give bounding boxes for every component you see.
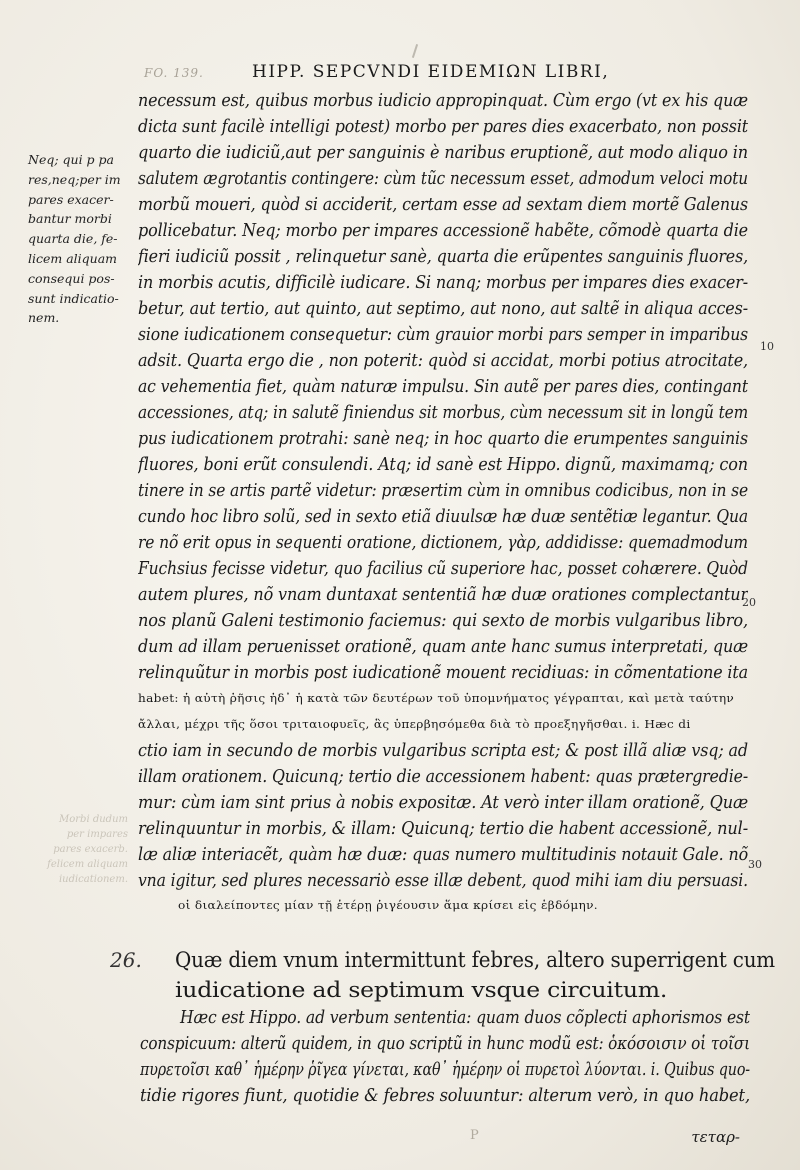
text-line: relinquuntur in morbis, & illam: Quicunq; tertio die habent accessionẽ, nul-	[138, 819, 748, 839]
folio-number: FO. 139.	[144, 66, 204, 80]
commentary-text	[140, 1005, 750, 1109]
text-line: dum ad illam peruenisset orationẽ, quam ante hanc sumus interpretati, quæ	[138, 637, 748, 657]
body-text	[138, 88, 748, 918]
text-line: pollicebatur. Neq; morbo per impares accessionẽ habẽte, cõmodè quarta die	[138, 221, 748, 241]
marginal-note-line: res,neq;per im	[28, 171, 121, 187]
marginal-note-line: pares exacer-	[28, 191, 114, 207]
bleed-through-text	[8, 812, 128, 887]
line-number-marker: 10	[760, 340, 774, 353]
text-line: nos planũ Galeni testimonio faciemus: qui sexto de morbis vulgaribus libro,	[138, 611, 748, 631]
text-line: pus iudicationem protrahi: sanè neq; in hoc quarto die erumpentes sanguinis	[138, 429, 748, 449]
text-line: fluores, boni erũt consulendi. Atq; id sanè est Hippo. dignũ, maximamq; con	[138, 455, 748, 475]
line-number-marker: 30	[748, 858, 762, 871]
marginal-note-line: Neq; qui p pa	[28, 152, 114, 167]
commentary-line: πυρετοῖσι καθ᾽ ἡμέρην ῥῖγεα γίνεται, καθ᾽ ἡμέρην οἱ πυρετοὶ λύονται. i. Quibus quo-	[140, 1060, 750, 1080]
gutter-mark	[412, 44, 418, 58]
commentary-line: conspicuum: alterũ quidem, in quo scriptũ in hunc modũ est: ὁκόσοισιν οἱ τοῖσι	[140, 1034, 750, 1054]
text-line: quarto die iudiciũ,aut per sanguinis è naribus eruptionẽ, aut modo aliquo in	[138, 143, 748, 163]
text-line: autem plures, nõ vnam duntaxat sententiã hæ duæ orationes complectantur	[138, 585, 748, 605]
marginal-note-line: quarta die, fe-	[28, 231, 118, 247]
bleed-line: pares exacerb.	[53, 844, 128, 855]
text-line: fieri iudiciũ possit , relinquetur sanè, quarta die erũpentes sanguinis fluores,	[138, 247, 748, 267]
catchword: τεταρ-	[691, 1128, 740, 1146]
text-line: mur: cùm iam sint prius à nobis expositæ. At verò inter illam orationẽ, Quæ	[138, 793, 748, 813]
aphorism-line: Quæ diem vnum intermittunt febres, altero superrigent cum	[175, 948, 775, 972]
text-line: dicta sunt facilè intelligi potest) morbo per pares dies exacerbato, non possit	[138, 117, 748, 137]
marginal-note-line: bantur morbi	[28, 211, 112, 227]
text-line: vna igitur, sed plures necessariò esse illæ debent, quod mihi iam diu persuasi.	[138, 871, 748, 891]
bleed-line: felicem aliquam	[47, 859, 128, 870]
aphorism-number: 26.	[110, 948, 142, 972]
bleed-line: per impares	[66, 829, 128, 840]
text-line: in morbis acutis, difficilè iudicare. Si nanq; morbus per impares dies exacer-	[138, 273, 748, 293]
greek-quotation-line: habet: ἡ αὐτὴ ῥῆσις ἡδ᾽ ἡ κατὰ τῶν δευτέρων τοῦ ὑπομνήματος γέγραπται, καὶ μετὰ ταύτην	[138, 692, 735, 705]
text-line: accessiones, atq; in salutẽ finiendus sit morbus, cùm necessum sit in longũ tem	[138, 403, 748, 423]
text-line: re nõ erit opus in sequenti oratione, dictionem, γὰρ, addidisse: quemadmodum	[138, 533, 748, 553]
aphorism-text	[175, 945, 775, 1005]
running-title: HIPP. SEPCVNDI EIDEMIΩN LIBRI,	[252, 62, 610, 82]
commentary-line: tidie rigores fiunt, quotidie & febres soluuntur: alterum verò, in quo habet,	[140, 1086, 750, 1106]
text-line: morbũ moueri, quòd si acciderit, certam esse ad sextam diem mortẽ Galenus	[138, 195, 748, 215]
text-line: adsit. Quarta ergo die , non poterit: quòd si accidat, morbi potius atrocitate,	[138, 351, 748, 371]
greek-quotation-line: ἄλλαι, μέχρι τῆς ὅσοι τριταιοφυεῖς, ἃς ὑπερβησόμεθα διὰ τὸ προεξηγῆσθαι. i. Hæc di	[138, 718, 691, 731]
text-line: betur, aut tertio, aut quinto, aut septimo, aut nono, aut saltẽ in aliqua acces-	[138, 299, 748, 319]
text-line: cundo hoc libro solũ, sed in sexto etiã diuulsæ hæ duæ sentẽtiæ legantur. Qua	[138, 507, 748, 527]
marginal-note-line: licem aliquam	[28, 250, 118, 266]
marginal-note	[28, 150, 124, 328]
text-line: tinere in se artis partẽ videtur: præsertim cùm in omnibus codicibus, non in se	[138, 481, 748, 501]
text-line: læ aliæ interiacẽt, quàm hæ duæ: quas numero multitudinis notauit Gale. nõ	[138, 845, 748, 865]
commentary-line: Hæc est Hippo. ad verbum sententia: quam duos cõplecti aphorismos est	[180, 1008, 750, 1028]
text-line: ac vehementia fiet, quàm naturæ impulsu. Sin autẽ per pares dies, contingant	[138, 377, 748, 397]
text-line: sione iudicationem consequetur: cùm grauior morbi pars semper in imparibus	[138, 325, 748, 345]
marginal-note-line: consequi pos-	[28, 270, 115, 286]
text-line: illam orationem. Quicunq; tertio die accessionem habent: quas prætergredie-	[138, 767, 748, 787]
text-line: salutem ægrotantis contingere: cùm tũc necessum esset, admodum veloci motu	[138, 169, 748, 189]
page-header	[140, 60, 780, 86]
aphorism-line: iudicatione ad septimum vsque circuitum.	[175, 978, 668, 1002]
line-number-marker: 20	[742, 596, 756, 609]
signature-ghost: P	[470, 1128, 479, 1143]
text-line: relinquũtur in morbis post iudicationẽ mouent recidiuas: in cõmentatione ita	[138, 663, 748, 683]
text-line: ctio iam in secundo de morbis vulgaribus scripta est; & post illã aliæ vsq; ad	[138, 741, 748, 761]
text-line: necessum est, quibus morbus iudicio appropinquat. Cùm ergo (vt ex his quæ	[138, 91, 748, 111]
text-line: Fuchsius fecisse videtur, quo facilius cũ superiore hac, posset cohærere. Quòd	[138, 559, 748, 579]
marginal-note-line: sunt indicatio-	[28, 290, 119, 306]
marginal-note-line: nem.	[28, 310, 60, 326]
bleed-line: iudicationem.	[58, 874, 128, 885]
greek-aphorism-line: οἱ διαλείποντες μίαν τῇ ἑτέρῃ ῥιγέουσιν ἅμα κρίσει εἰς ἑβδόμην.	[178, 899, 598, 912]
bleed-line: Morbi dudum	[59, 814, 128, 825]
